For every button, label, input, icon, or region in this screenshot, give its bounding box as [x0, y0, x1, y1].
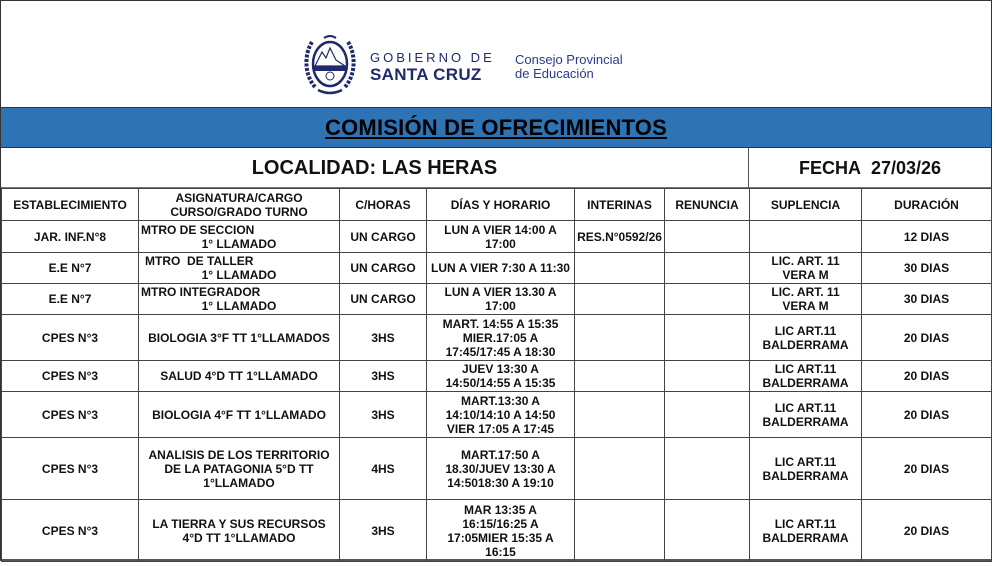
- table-row: [2, 500, 992, 562]
- cell-establecimiento: CPES N°3: [2, 392, 139, 438]
- cell-horas: 3HS: [340, 500, 427, 562]
- cell-horario: LUN A VIER 13.30 A 17:00: [427, 284, 575, 315]
- cell-duracion: 20 DIAS: [862, 315, 992, 361]
- table-row: [2, 253, 992, 284]
- cell-establecimiento: CPES N°3: [2, 500, 139, 562]
- col-header-horas: C/HORAS: [340, 189, 427, 221]
- logo-header: [1, 1, 991, 107]
- cell-asignatura: BIOLOGIA 4°F TT 1°LLAMADO: [139, 392, 340, 438]
- gov-line1: GOBIERNO DE: [370, 50, 495, 65]
- cell-renuncia: [665, 392, 750, 438]
- fecha-value: 27/03/26: [870, 157, 942, 178]
- cell-horario: MART.13:30 A 14:10/14:10 A 14:50 VIER 17:05 A 17:45: [427, 392, 575, 438]
- cell-duracion: 20 DIAS: [862, 361, 992, 392]
- cell-suplencia: LIC ART.11 BALDERRAMA: [750, 500, 862, 562]
- asignatura-llamado: 1° LLAMADO: [201, 236, 277, 251]
- cell-renuncia: [665, 221, 750, 253]
- cell-duracion: 30 DIAS: [862, 253, 992, 284]
- cell-asignatura: [139, 221, 340, 253]
- col-header-duracion: DURACIÓN: [862, 189, 992, 221]
- cell-asignatura: LA TIERRA Y SUS RECURSOS 4°D TT 1°LLAMADO: [139, 500, 340, 562]
- col-header-asignatura: ASIGNATURA/CARGO CURSO/GRADO TURNO: [139, 189, 340, 221]
- table-row: [2, 438, 992, 500]
- cell-horas: UN CARGO: [340, 221, 427, 253]
- localidad-cell: [1, 148, 749, 188]
- cell-renuncia: [665, 315, 750, 361]
- cell-asignatura: [139, 253, 340, 284]
- cell-horario: LUN A VIER 7:30 A 11:30: [427, 253, 575, 284]
- cell-interinas: [575, 284, 665, 315]
- cell-suplencia: LIC. ART. 11 VERA M: [750, 284, 862, 315]
- col-header-renuncia: RENUNCIA: [665, 189, 750, 221]
- cell-horas: 3HS: [340, 315, 427, 361]
- cell-establecimiento: E.E N°7: [2, 253, 139, 284]
- cell-horas: 4HS: [340, 438, 427, 500]
- cell-establecimiento: JAR. INF.N°8: [2, 221, 139, 253]
- cell-horario: MAR 13:35 A 16:15/16:25 A 17:05MIER 15:35 A 16:15: [427, 500, 575, 562]
- cell-horario: MART. 14:55 A 15:35 MIER.17:05 A 17:45/17:45 A 18:30: [427, 315, 575, 361]
- fecha-label: FECHA: [798, 157, 861, 178]
- cell-interinas: [575, 315, 665, 361]
- cell-suplencia: LIC ART.11 BALDERRAMA: [750, 361, 862, 392]
- col-header-interinas: INTERINAS: [575, 189, 665, 221]
- cell-interinas: [575, 253, 665, 284]
- cell-duracion: 30 DIAS: [862, 284, 992, 315]
- cell-establecimiento: CPES N°3: [2, 361, 139, 392]
- localidad-row: [1, 148, 991, 188]
- asignatura-cargo: MTRO INTEGRADOR: [141, 285, 261, 299]
- asignatura-llamado: 1° LLAMADO: [201, 299, 277, 313]
- cell-interinas: [575, 361, 665, 392]
- page-title: COMISIÓN DE OFRECIMIENTOS: [325, 114, 667, 140]
- cell-suplencia: LIC ART.11 BALDERRAMA: [750, 438, 862, 500]
- cell-horas: UN CARGO: [340, 284, 427, 315]
- fecha-cell: [749, 148, 991, 188]
- cell-renuncia: [665, 284, 750, 315]
- council-line1: Consejo Provincial: [515, 52, 623, 67]
- localidad-text: LOCALIDAD: LAS HERAS: [251, 156, 498, 179]
- cell-suplencia: LIC. ART. 11 VERA M: [750, 253, 862, 284]
- cell-renuncia: [665, 253, 750, 284]
- cell-duracion: 20 DIAS: [862, 500, 992, 562]
- gov-line2: SANTA CRUZ: [370, 65, 482, 84]
- cell-duracion: 20 DIAS: [862, 392, 992, 438]
- santa-cruz-coat-of-arms-icon: [302, 32, 358, 98]
- cell-interinas: [575, 438, 665, 500]
- cell-horario: MART.17:50 A 18.30/JUEV 13:30 A 14:5018:30 A 19:10: [427, 438, 575, 500]
- cell-renuncia: [665, 361, 750, 392]
- cell-asignatura: ANALISIS DE LOS TERRITORIO DE LA PATAGONIA 5°D TT 1°LLAMADO: [139, 438, 340, 500]
- cell-asignatura: BIOLOGIA 3°F TT 1°LLAMADOS: [139, 315, 340, 361]
- cell-horario: LUN A VIER 14:00 A 17:00: [427, 221, 575, 253]
- col-header-establecimiento: ESTABLECIMIENTO: [2, 189, 139, 221]
- cell-renuncia: [665, 500, 750, 562]
- cell-horas: UN CARGO: [340, 253, 427, 284]
- council-logo-text: [515, 53, 623, 80]
- table-row: [2, 284, 992, 315]
- cell-suplencia: [750, 221, 862, 253]
- cell-interinas: RES.N°0592/26: [575, 221, 665, 253]
- cell-asignatura: [139, 284, 340, 315]
- cell-asignatura: SALUD 4°D TT 1°LLAMADO: [139, 361, 340, 392]
- cell-horas: 3HS: [340, 392, 427, 438]
- table-row: [2, 392, 992, 438]
- cell-establecimiento: E.E N°7: [2, 284, 139, 315]
- cell-duracion: 12 DIAS: [862, 221, 992, 253]
- council-line2: de Educación: [515, 65, 594, 81]
- cell-establecimiento: CPES N°3: [2, 315, 139, 361]
- cell-horas: 3HS: [340, 361, 427, 392]
- table-header-row: [2, 189, 992, 221]
- cell-interinas: [575, 392, 665, 438]
- table-row: [2, 221, 992, 253]
- cell-renuncia: [665, 438, 750, 500]
- table-row: [2, 361, 992, 392]
- offers-table: [1, 188, 992, 562]
- cell-suplencia: LIC ART.11 BALDERRAMA: [750, 392, 862, 438]
- table-row: [2, 315, 992, 361]
- cell-interinas: [575, 500, 665, 562]
- title-band: [1, 107, 991, 148]
- cell-suplencia: LIC ART.11 BALDERRAMA: [750, 315, 862, 361]
- government-logo-text: [370, 51, 495, 83]
- asignatura-llamado: 1° LLAMADO: [201, 268, 277, 282]
- col-header-suplencia: SUPLENCIA: [750, 189, 862, 221]
- asignatura-cargo: MTRO DE TALLER: [145, 254, 254, 268]
- cell-horario: JUEV 13:30 A 14:50/14:55 A 15:35: [427, 361, 575, 392]
- cell-establecimiento: CPES N°3: [2, 438, 139, 500]
- col-header-horario: DÍAS Y HORARIO: [427, 189, 575, 221]
- cell-duracion: 20 DIAS: [862, 438, 992, 500]
- asignatura-cargo: MTRO DE SECCION: [141, 222, 255, 237]
